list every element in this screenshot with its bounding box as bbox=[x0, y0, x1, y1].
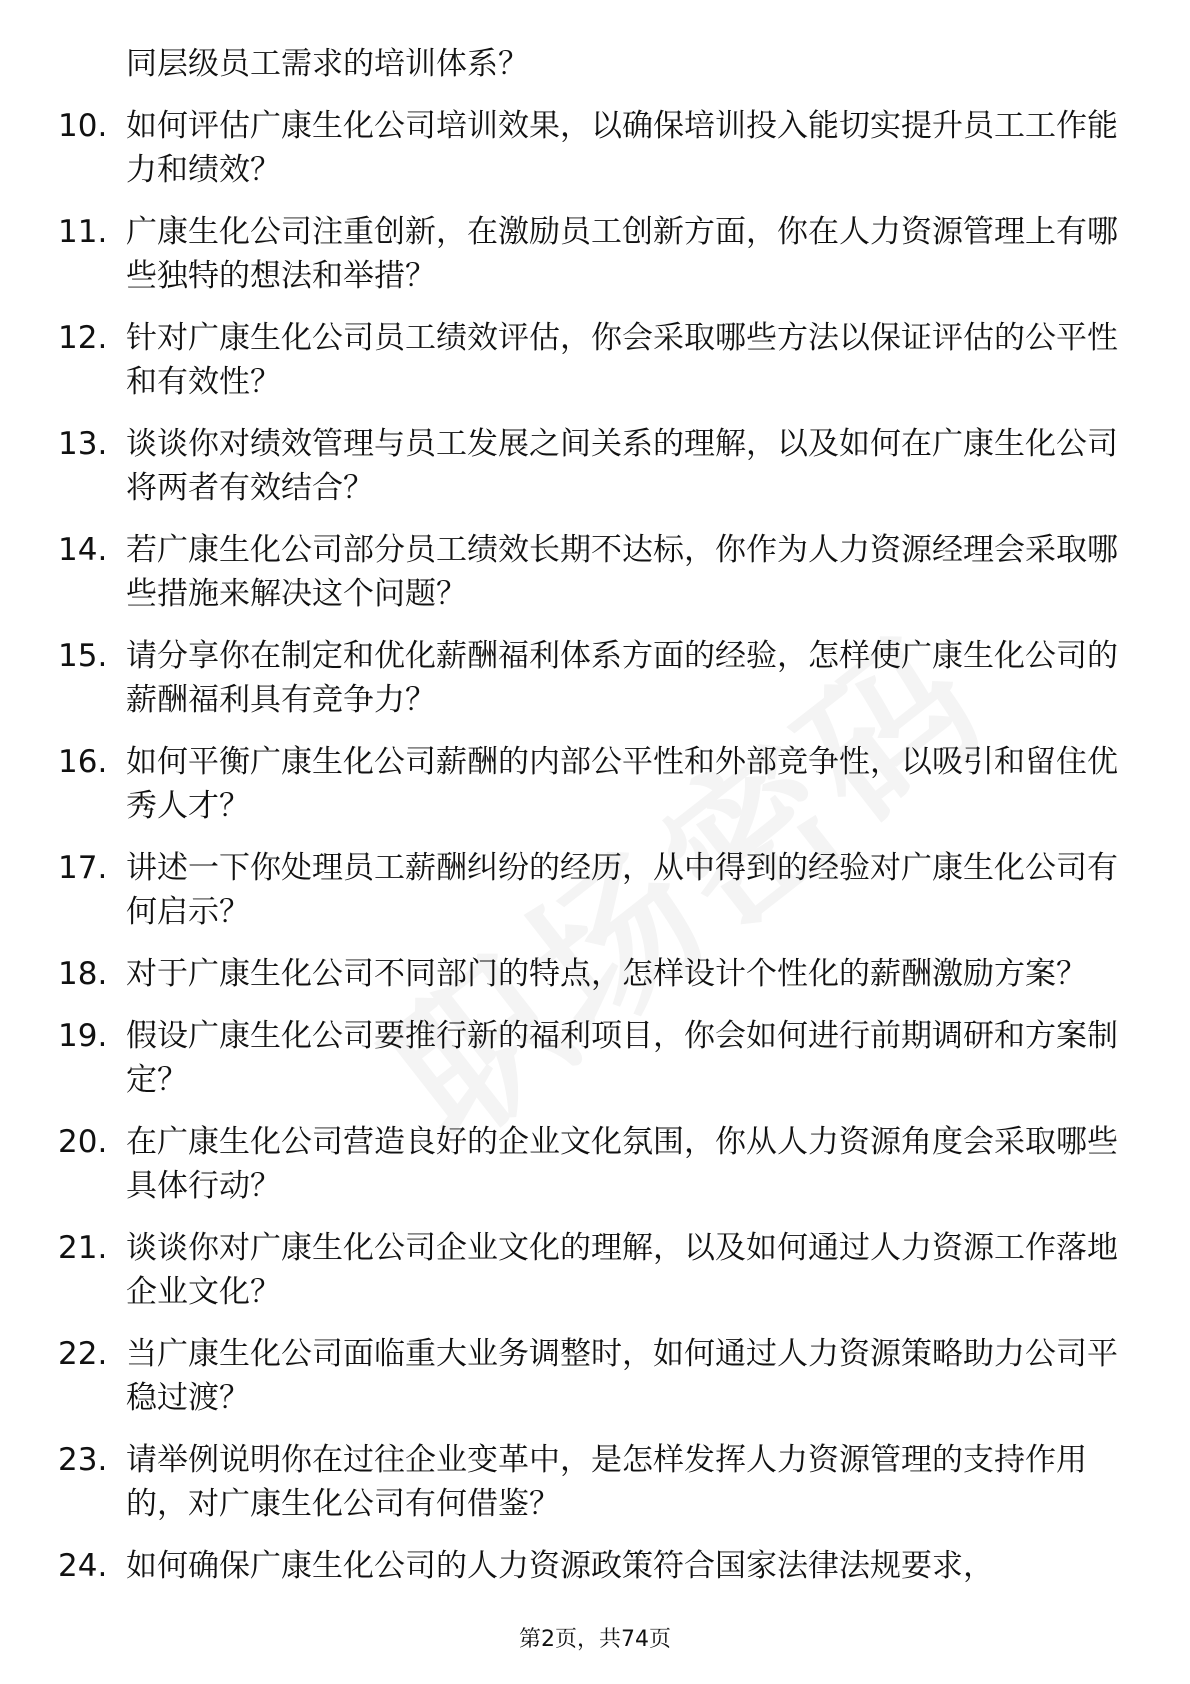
question-item bbox=[58, 740, 1120, 828]
question-text: 当广康生化公司面临重大业务调整时，如何通过人力资源策略助力公司平稳过渡？ bbox=[126, 1336, 1118, 1416]
question-number: 17. bbox=[58, 850, 108, 886]
question-item bbox=[58, 104, 1120, 192]
question-text: 讲述一下你处理员工薪酬纠纷的经历，从中得到的经验对广康生化公司有何启示？ bbox=[126, 850, 1118, 930]
question-text: 谈谈你对广康生化公司企业文化的理解，以及如何通过人力资源工作落地企业文化？ bbox=[126, 1230, 1118, 1310]
question-number: 19. bbox=[58, 1018, 108, 1054]
question-text: 请举例说明你在过往企业变革中，是怎样发挥人力资源管理的支持作用的，对广康生化公司有何借鉴？ bbox=[126, 1442, 1087, 1522]
question-text: 谈谈你对绩效管理与员工发展之间关系的理解，以及如何在广康生化公司将两者有效结合？ bbox=[126, 426, 1118, 506]
question-text: 请分享你在制定和优化薪酬福利体系方面的经验，怎样使广康生化公司的薪酬福利具有竞争力？ bbox=[126, 638, 1118, 718]
question-item bbox=[58, 210, 1120, 298]
question-number: 24. bbox=[58, 1548, 108, 1584]
question-text: 如何平衡广康生化公司薪酬的内部公平性和外部竞争性，以吸引和留住优秀人才？ bbox=[126, 744, 1118, 824]
question-text: 针对广康生化公司员工绩效评估，你会采取哪些方法以保证评估的公平性和有效性？ bbox=[126, 320, 1118, 400]
question-item bbox=[58, 634, 1120, 722]
question-text: 在广康生化公司营造良好的企业文化氛围，你从人力资源角度会采取哪些具体行动？ bbox=[126, 1124, 1118, 1204]
question-number: 14. bbox=[58, 532, 108, 568]
question-item bbox=[58, 1014, 1120, 1102]
question-number: 11. bbox=[58, 214, 108, 250]
question-text: 如何评估广康生化公司培训效果，以确保培训投入能切实提升员工工作能力和绩效？ bbox=[126, 108, 1118, 188]
question-number: 12. bbox=[58, 320, 108, 356]
question-text: 若广康生化公司部分员工绩效长期不达标，你作为人力资源经理会采取哪些措施来解决这个问题？ bbox=[126, 532, 1118, 612]
question-item bbox=[58, 528, 1120, 616]
question-item bbox=[58, 1544, 1120, 1588]
question-number: 16. bbox=[58, 744, 108, 780]
question-item bbox=[58, 422, 1120, 510]
question-item bbox=[58, 1120, 1120, 1208]
question-item bbox=[58, 952, 1120, 996]
question-item bbox=[58, 316, 1120, 404]
page-number-label: 第2页，共74页 bbox=[519, 1627, 671, 1652]
question-text: 对于广康生化公司不同部门的特点，怎样设计个性化的薪酬激励方案？ bbox=[126, 956, 1087, 992]
question-item bbox=[58, 1438, 1120, 1526]
question-text: 如何确保广康生化公司的人力资源政策符合国家法律法规要求， bbox=[126, 1548, 994, 1584]
question-number: 10. bbox=[58, 108, 108, 144]
question-number: 23. bbox=[58, 1442, 108, 1478]
continuation-text: 同层级员工需求的培训体系？ bbox=[126, 46, 529, 82]
question-number: 21. bbox=[58, 1230, 108, 1266]
question-item bbox=[58, 1332, 1120, 1420]
question-list bbox=[58, 104, 1120, 1588]
question-number: 13. bbox=[58, 426, 108, 462]
question-item bbox=[58, 846, 1120, 934]
document-body bbox=[58, 42, 1120, 1606]
question-item bbox=[58, 1226, 1120, 1314]
question-number: 20. bbox=[58, 1124, 108, 1160]
question-number: 18. bbox=[58, 956, 108, 992]
question-text: 广康生化公司注重创新，在激励员工创新方面，你在人力资源管理上有哪些独特的想法和举措？ bbox=[126, 214, 1118, 294]
question-text: 假设广康生化公司要推行新的福利项目，你会如何进行前期调研和方案制定？ bbox=[126, 1018, 1118, 1098]
question-number: 22. bbox=[58, 1336, 108, 1372]
question-number: 15. bbox=[58, 638, 108, 674]
page-footer bbox=[0, 1625, 1190, 1655]
